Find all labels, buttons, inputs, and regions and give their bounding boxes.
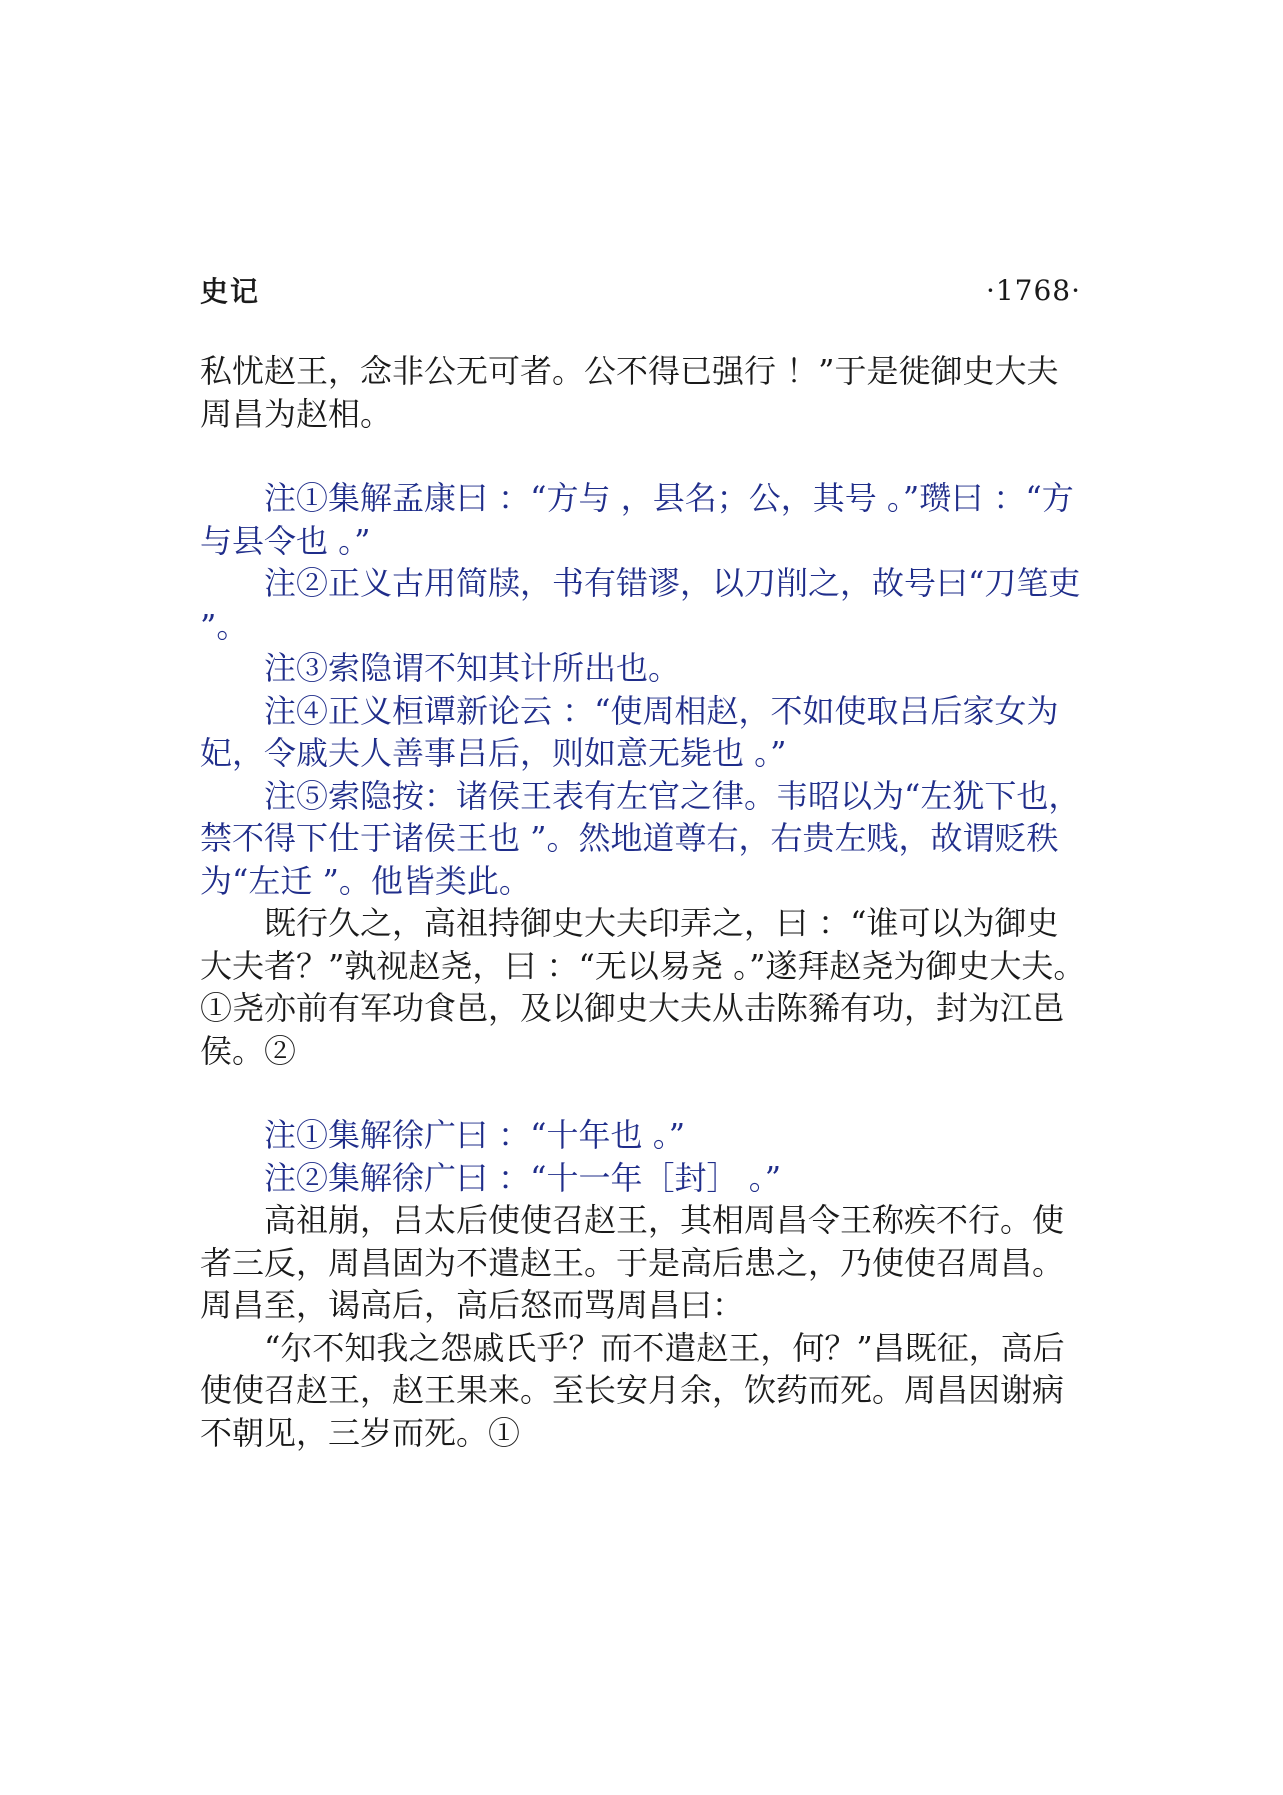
body-text [200, 350, 1090, 1454]
annotation-note: 注⑤索隐按：诸侯王表有左官之律。韦昭以为“左犹下也，禁不得下仕于诸侯王也 ”。然地道尊右，右贵左贱，故谓贬秩为“左迁 ”。他皆类此。 [200, 776, 1081, 900]
paragraph-gap [200, 1072, 1090, 1114]
paragraph-gap [200, 435, 1090, 477]
paragraph: 既行久之，高祖持御史大夫印弄之，曰 ：“谁可以为御史大夫者？”孰视赵尧，曰 ：“无以易尧 。”遂拜赵尧为御史大夫。①尧亦前有军功食邑，及以御史大夫从击陈豨有功，封为江邑侯。② [200, 904, 1086, 1070]
annotation-note: 注①集解孟康曰 ：“方与 ，县名；公，其号 。”瓒曰 ：“方与县令也 。” [200, 479, 1074, 560]
annotation-note: 注②集解徐广曰 ：“十一年［封］ 。” [264, 1158, 782, 1197]
annotation-note: 注①集解徐广曰 ：“十年也 。” [264, 1116, 686, 1154]
annotation-note: 注③索隐谓不知其计所出也。 [264, 649, 681, 687]
paragraph: 高祖崩，吕太后使使召赵王，其相周昌令王称疾不行。使者三反，周昌固为不遣赵王。于是高后患之，乃使使召周昌。周昌至，谒高后，高后怒而骂周昌曰： [200, 1201, 1065, 1324]
page-number: ·1768· [985, 273, 1081, 307]
annotation-note: 注②正义古用简牍，书有错谬，以刀削之，故号曰“刀笔吏 ”。 [200, 564, 1081, 645]
book-title: 史记 [200, 275, 261, 308]
paragraph: 私忧赵王，念非公无可者。公不得已强行 ！”于是徙御史大夫周昌为赵相。 [200, 352, 1059, 433]
paragraph: “尔不知我之怨戚氏乎？而不遣赵王，何？”昌既征，高后使使召赵王，赵王果来。至长安月余，饮药而死。周昌因谢病不朝见，三岁而死。① [200, 1328, 1065, 1452]
annotation-note: 注④正义桓谭新论云 ：“使周相赵，不如使取吕后家女为妃，令戚夫人善事吕后，则如意无毙也 。” [200, 691, 1059, 772]
running-header [200, 270, 1081, 310]
